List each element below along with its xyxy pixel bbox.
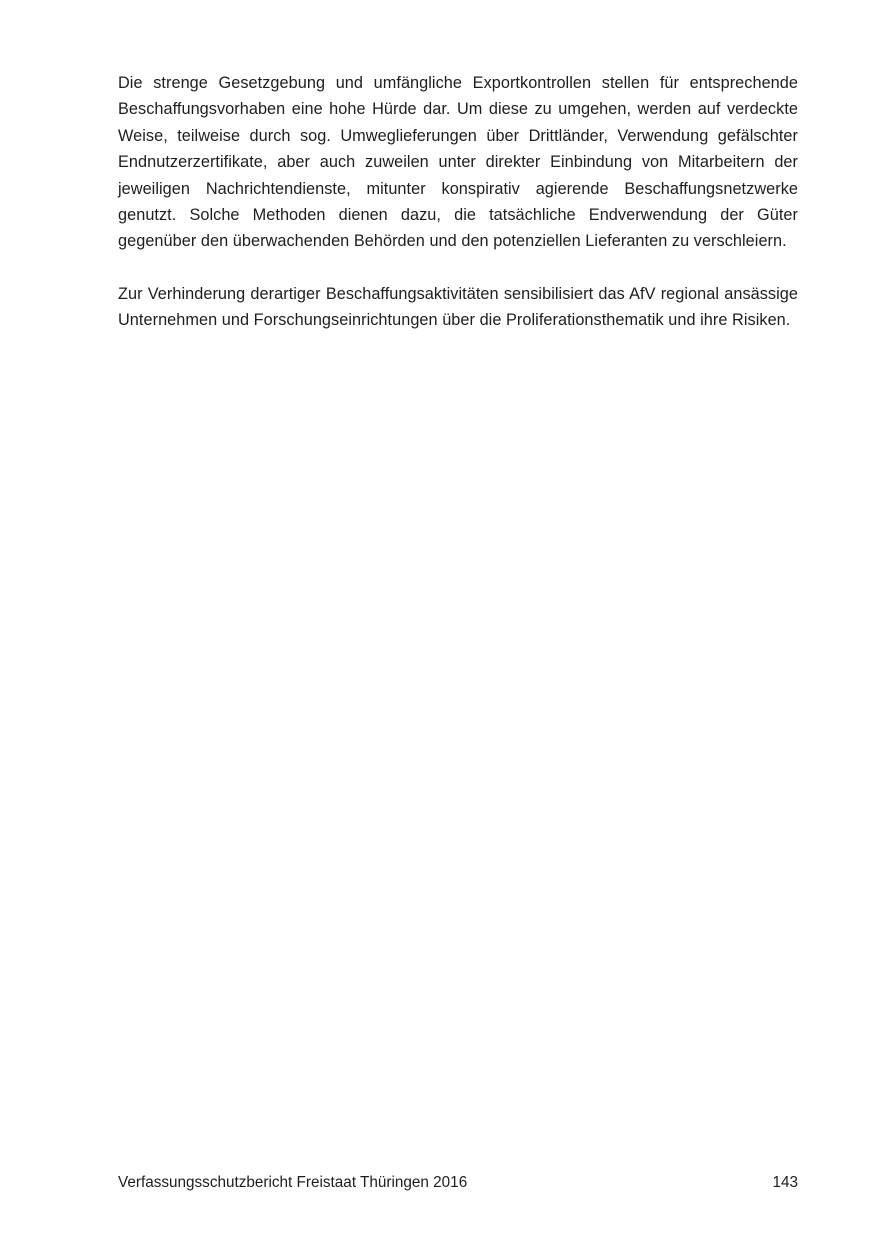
body-text bbox=[118, 70, 798, 334]
paragraph-procurement-methods: Die strenge Gesetzgebung und umfängliche Exportkontrollen stellen für entsprechende Beschaffungsvorhaben eine hohe Hürde dar. Um diese zu umgehen, werden auf verdeckte Weise, teilweise durch sog. Umweglieferungen über Drittländer, Verwendung gefälschter Endnutzerzertifikate, aber auch zuweilen unter direkter Einbindung von Mitarbeitern der jeweiligen Nachrichtendienste, mitunter konspirativ agierende Beschaffungsnetzwerke genutzt. Solche Methoden dienen dazu, die tatsächliche Endverwendung der Güter gegenüber den überwachenden Behörden und den potenziellen Lieferanten zu verschleiern. bbox=[118, 74, 798, 251]
page-footer bbox=[118, 1172, 798, 1194]
footer-title: Verfassungsschutzbericht Freistaat Thüringen 2016 bbox=[118, 1174, 468, 1191]
paragraph-prevention: Zur Verhinderung derartiger Beschaffungsaktivitäten sensibilisiert das AfV regional ansässige Unternehmen und Forschungseinrichtungen über die Proliferationsthematik und ihre Risiken. bbox=[118, 284, 798, 330]
page-number: 143 bbox=[772, 1174, 798, 1191]
